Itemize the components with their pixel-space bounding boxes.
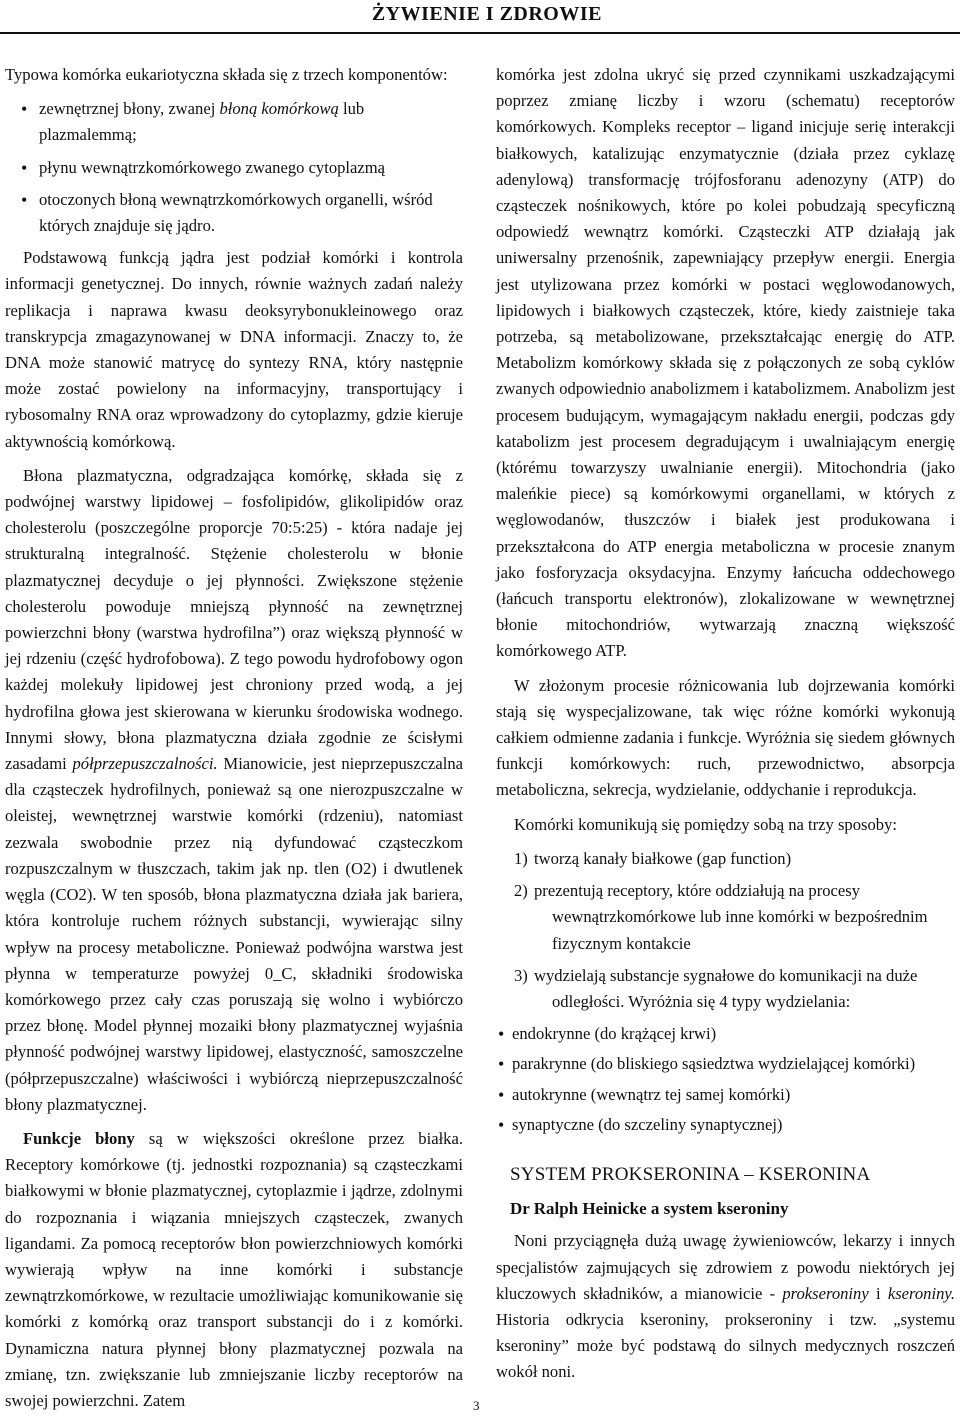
list-item: • parakrynne (do bliskiego sąsiedztwa wydzielającej komórki) — [496, 1051, 955, 1077]
list-item: • otoczonych błoną wewnątrzkomórkowych organelli, wśród których znajduje się jądro. — [5, 187, 463, 239]
list-item: 3) wydzielają substancje sygnałowe do komunikacji na duże odległości. Wyróżnia się 4 typy wydzielania: — [514, 965, 918, 1011]
list-item: • autokrynne (wewnątrz tej samej komórki) — [496, 1082, 955, 1108]
list-item: • zewnętrznej błony, zwanej błoną komórkową lub plazmalemmą; — [5, 96, 463, 148]
differentiation-paragraph: W złożonym procesie różnicowania lub dojrzewania komórki stają się wyspecjalizowane, tak więc różne komórki wykonują całkiem odmienne zadania i funkcje. Wyróżnia się siedem głównych funkcji komórkowych: ruch, przewodnictwo, absorpcja metaboliczna, sekrecja, wydzielanie, oddychanie i reprodukcja. — [496, 675, 955, 800]
list-item: • płynu wewnątrzkomórkowego zwanego cytoplazmą — [5, 155, 463, 181]
nucleus-paragraph: Podstawową funkcją jądra jest podział komórki i kontrola informacji genetycznej. Do innych, równie ważnych zadań należy replikacja i naprawa kwasu deoksyrybonukleinowego oraz transkrypcja zmagazynowanej w DNA informacji. Znaczy to, że DNA może stanowić matrycę do syntezy RNA, który następnie może zostać powielony na informacyjny, transportujący i rybosomalny RNA oraz wprowadzony do cytoplazmy, gdzie kieruje aktywnością komórkową. — [5, 248, 463, 451]
communication-list — [496, 846, 955, 1015]
section-subtitle: Dr Ralph Heinicke a system kseroniny — [510, 1199, 789, 1219]
list-item: 1) tworzą kanały białkowe (gap function) — [514, 848, 792, 868]
receptor-paragraph: komórka jest zdolna ukryć się przed czynnikami uszkadzającymi poprzez zmianę liczby i wzoru (schematu) receptorów komórkowych. Kompleks receptor – ligand inicjuje serię interakcji białkowych, katalizując enzymatycznie (działa przez cyklazę adenylową) transformację trójfosforanu adenozyny (ATP) do cząsteczek nośnikowych, które po kolei pobudzają specyficzną odpowiedź wewnątrz komórki. Cząsteczki ATP działają jak uniwersalny przenośnik, zapewniający przepływ energii. Energia jest utylizowana przez komórki w postaci węglowodanowych, lipidowych i białkowych cząsteczek, które, kiedy zaistnieje taka potrzeba, są metabolizowane, przekształcając energię do ATP. Metabolizm komórkowy składa się z połączonych ze sobą cyklów zwanych odpowiednio anabolizmem i katabolizmem. Anabolizm jest procesem budującym, wymagającym nakładu energii, podczas gdy katabolizm jest procesem degradującym i uwalniającym energię (którému towarzyszy uwalnianie energii). Mitochondria (jako maleńkie piece) są komórkowymi organellami, w których z węglowodanów, tłuszczów i białek jest produkowana i przekształcona do ATP energia metaboliczna w procesie znanym jako fosforyzacja oksydacyjna. Enzymy łańcucha oddechowego (łańcuch transportu elektronów), zlokalizowane w wewnętrznej błonie mitochondriów, wytwarzają znaczną większość komórkowego ATP. — [496, 65, 955, 661]
page-number: 3 — [473, 1398, 480, 1413]
section-title: SYSTEM PROKSERONINA – KSERONINA — [510, 1163, 871, 1185]
list-item: • synaptyczne (do szczeliny synaptycznej) — [496, 1112, 955, 1138]
list-item: • endokrynne (do krążącej krwi) — [496, 1021, 955, 1047]
components-list — [5, 96, 463, 239]
secretion-list — [496, 1021, 955, 1138]
header-title: ŻYWIENIE I ZDROWIE — [371, 3, 602, 25]
membrane-functions-paragraph: Funkcje błony są w większości określone przez białka. Receptory komórkowe (tj. jednostki rozpoznania) są cząsteczkami białkowymi w błonie plazmatycznej, cytoplazmie i jądrze, zdolnymi do rozpoznania i wiązania mniejszych cząsteczek, zwanych ligandami. Za pomocą receptorów błon powierzchniowych komórki wywierają wpływ na inne komórki i substancje zewnątrzkomórkowe, w rezultacie umożliwiając komunikowanie się komórki z komórką oraz transport substancji do i z komórki. Dynamiczna natura płynnej błony plazmatycznej pozwala na zmianę, tzn. zwiększanie lub zmniejszanie liczby receptorów na swojej powierzchni. Zatem — [5, 1128, 463, 1410]
left-column — [5, 62, 463, 1422]
intro-paragraph: Typowa komórka eukariotyczna składa się z trzech komponentów: — [5, 65, 448, 84]
membrane-paragraph: Błona plazmatyczna, odgradzająca komórkę, składa się z podwójnej warstwy lipidowej – fosfolipidów, glikolipidów oraz cholesterolu (poszczególne proporcje 70:5:25) - która nadaje jej strukturalną integralność. Stężenie cholesterolu w błonie plazmatycznej decyduje o jej płynności. Zwiększone stężenie cholesterolu powoduje mniejszą płynność na zewnętrznej powierzchni błony (warstwa hydrofilna”) oraz większą płynność w jej rdzeniu (część hydrofobowa). Z tego powodu hydrofobowy ogon każdej molekuły lipidowej jest chroniony przed wodą, a jej hydrofilna głowa jest skierowana w kierunku środowiska wodnego. Innymi słowy, błona plazmatyczna działa zgodnie ze ścisłymi zasadami półprzepuszczalności. Mianowicie, jest nieprzepuszczalna dla cząsteczek hydrofilnych, ponieważ są one nierozpuszczalne w oleistej, wewnętrznej warstwie komórki (rdzeniu), natomiast zezwala swobodnie przez nią dyfundować cząsteczkom rozpuszczalnym w tłuszczach, takim jak np. tlen (O2) i dwutlenek węgla (CO2). W ten sposób, błona plazmatyczna działa jak bariera, która kontroluje ruchem różnych substancji, wywierając silny wpływ na procesy metaboliczne. Ponieważ podwójna warstwa jest płynna w temperaturze powyżej 0_C, składniki środowiska komórkowego przez cały czas poruszają się wolno i wybiórczo przez błonę. Model płynnej mozaiki błony plazmatycznej wyjaśnia płynność podwójnej warstwy lipidowej, elastyczność, samoszczelne (półprzepuszczalne) właściwości i wybiórczą nieprzepuszczalność błony plazmatycznej. — [5, 465, 463, 1114]
noni-paragraph: Noni przyciągnęła dużą uwagę żywieniowców, lekarzy i innych specjalistów zajmujących się zdrowiem z powodu niektórych jej kluczowych składników, a mianowicie - prokseroniny i kseroniny. Historia odkrycia kseroniny, prokseroniny i tzw. „systemu kseroniny” może być podstawą do silnych medycznych roszczeń wokół noni. — [496, 1231, 955, 1382]
communication-intro: Komórki komunikują się pomiędzy sobą na trzy sposoby: — [514, 814, 897, 834]
list-item: 2) prezentują receptory, które oddziałują na procesy wewnątrzkomórkowe lub inne komórki w bezpośrednim fizycznym kontakcie — [514, 881, 928, 953]
page-header — [0, 0, 960, 34]
right-column — [496, 62, 955, 1394]
